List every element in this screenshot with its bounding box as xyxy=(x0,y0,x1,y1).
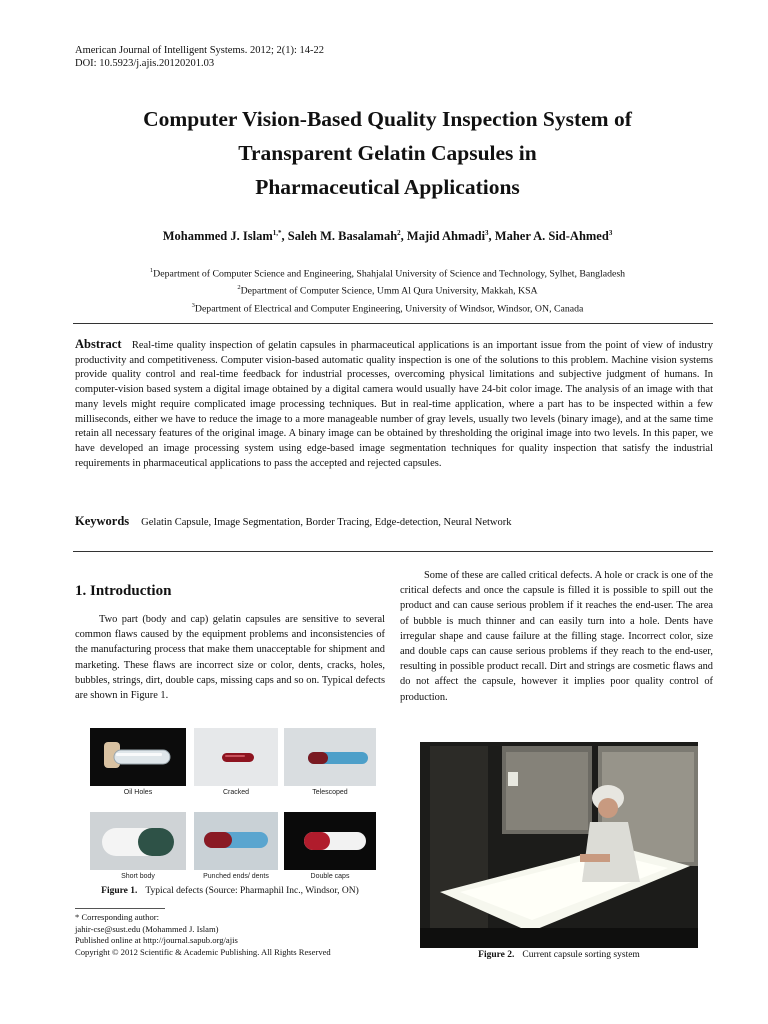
affiliation xyxy=(60,281,715,298)
title-line-1: Computer Vision-Based Quality Inspection System of xyxy=(143,107,632,131)
capsule-image xyxy=(90,812,186,870)
abstract-text: Real-time quality inspection of gelatin capsules in pharmaceutical applications is an important issue from the point of view of industry productivity and competitiveness. Computer vision-based automatic quality inspection is one of the solutions to this problem. Machine vision systems provide quality control and real-time feedback for industrial processes, overcoming physical limitations and subjective judgment of humans. In computer-vision based system a digital image obtained by a digital camera would usually have 24-bit color image. The analysis of an image with that many levels might require complicated image processing techniques. But in real-time application, where a part has to be inspected within a few milliseconds, either we have to reduce the image to a more manageable number of gray levels, usually two levels (binary image), and at the same time retain all necessary features of the original image. A binary image can be obtained by thresholding the original image into two levels. In this paper, we have developed an image processing system using edge-based image segmentation techniques for quality inspection that satisfy the industrial requirements in pharmaceutical applications to pass the accepted and rejected capsules. xyxy=(75,340,713,469)
author-sup: 2 xyxy=(397,229,401,237)
defect-photo-double-caps xyxy=(284,812,376,870)
defect-photo-short-body xyxy=(90,812,186,870)
affiliation xyxy=(60,299,715,316)
affiliation-sup: 2 xyxy=(237,284,241,292)
capsule-image xyxy=(194,812,278,870)
defect-label: Cracked xyxy=(222,789,250,796)
figure-1-caption xyxy=(75,886,385,896)
sorting-system-photo xyxy=(420,742,698,948)
keywords xyxy=(75,514,713,529)
divider xyxy=(73,323,713,324)
figure-label: Figure 1. xyxy=(101,886,138,896)
affiliation-text: Department of Electrical and Computer Engineering, University of Windsor, Windsor, ON, Canada xyxy=(194,302,584,314)
capsule-image xyxy=(284,812,376,870)
affiliation-text: Department of Computer Science, Umm Al Qura University, Makkah, KSA xyxy=(240,285,538,297)
affiliation-sup: 3 xyxy=(191,301,195,309)
defect-photo-telescoped xyxy=(284,728,376,786)
right-column-paragraph: Some of these are called critical defects. A hole or crack is one of the critical defects and once the capsule is filled it is possible to spill out the product and can cause serious problem if it reaches the end-user. The area of bubble is much thinner and can easily turn into a hole. Dents have irregular shape and cause failure at the filling stage. Incorrect color, size and double caps can cause serious problems if they reach to the end-user, resulting in possible product recall. Dirt and strings are cosmetic flaws and do not affect the capsule, however it implies poor quality control of production. xyxy=(400,570,713,703)
defect-label: Telescoped xyxy=(312,789,348,796)
abstract-label: Abstract xyxy=(75,337,122,351)
defect-label: Punched ends/ dents xyxy=(203,873,269,880)
keywords-text: Gelatin Capsule, Image Segmentation, Border Tracing, Edge-detection, Neural Network xyxy=(141,517,512,528)
defect-label: Double caps xyxy=(310,873,350,880)
affiliations xyxy=(60,264,715,316)
footnote-line: Copyright © 2012 Scientific & Academic Publishing. All Rights Reserved xyxy=(75,946,331,957)
defect-label: Short body xyxy=(121,873,155,880)
figure-2-caption xyxy=(420,950,698,960)
author-name: Mohammed J. Islam xyxy=(162,229,273,244)
intro-paragraph: Two part (body and cap) gelatin capsules are sensitive to several common flaws caused by the equipment problems and inconsistencies of the manufacturing process that make them unacceptable for shipment and marketing. These flaws are incorrect size or color, dents, cracks, holes, bubbles, strings, dirt, double caps, missing caps and so on. Typical defects are shown in Figure 1. xyxy=(75,614,385,702)
author-list: Mohammed J. Islam$^{1,*}$, Saleh M. Basalamah$^2$, Majid Ahmadi$^3$, Maher A. Sid-Ahmed$^3$ xyxy=(162,229,613,244)
affiliation-text: Department of Computer Science and Engineering, Shahjalal University of Science and Technology, Sylhet, Bangladesh xyxy=(153,268,626,280)
capsule-image xyxy=(90,728,186,786)
defect-photo-punched-ends xyxy=(194,812,278,870)
divider xyxy=(73,551,713,552)
section-heading: 1. Introduction xyxy=(75,583,172,599)
footnote xyxy=(75,912,331,958)
capsule-image xyxy=(194,728,278,786)
figure-1 xyxy=(90,728,376,883)
affiliation xyxy=(60,264,715,281)
author-sup: 1,* xyxy=(272,229,282,237)
capsule-image xyxy=(284,728,376,786)
author-name: Maher A. Sid-Ahmed xyxy=(494,229,609,244)
figure-label: Figure 2. xyxy=(478,950,515,960)
footnote-divider xyxy=(75,908,165,909)
footnote-line: Published online at http://journal.sapub.org/ajis xyxy=(75,935,238,946)
figure-2 xyxy=(420,742,698,948)
defect-label: Oil Holes xyxy=(123,789,153,796)
affiliation-sup: 1 xyxy=(149,267,154,274)
footnote-line: jahir-cse@sust.edu (Mohammed J. Islam) xyxy=(75,923,219,934)
abstract xyxy=(75,337,713,471)
caption-text: Typical defects (Source: Pharmaphil Inc., Windsor, ON) xyxy=(145,886,359,896)
defect-photo-oil-holes xyxy=(90,728,186,786)
author-sup: 3 xyxy=(608,229,613,237)
paper-title xyxy=(60,102,715,204)
author-sup: 3 xyxy=(485,229,489,237)
title-line-2: Transparent Gelatin Capsules in xyxy=(238,141,537,165)
journal-citation: American Journal of Intelligent Systems. 2012; 2(1): 14-22 xyxy=(75,45,325,56)
author-name: Saleh M. Basalamah xyxy=(287,229,398,244)
defect-photo-cracked xyxy=(194,728,278,786)
author-name: Majid Ahmadi xyxy=(406,229,486,244)
title-line-3: Pharmaceutical Applications xyxy=(255,175,520,199)
caption-text: Current capsule sorting system xyxy=(522,950,640,960)
doi: DOI: 10.5923/j.ajis.20120201.03 xyxy=(75,58,215,69)
keywords-label: Keywords xyxy=(75,514,130,528)
footnote-line: * Corresponding author: xyxy=(75,912,160,922)
journal-info xyxy=(75,44,324,70)
